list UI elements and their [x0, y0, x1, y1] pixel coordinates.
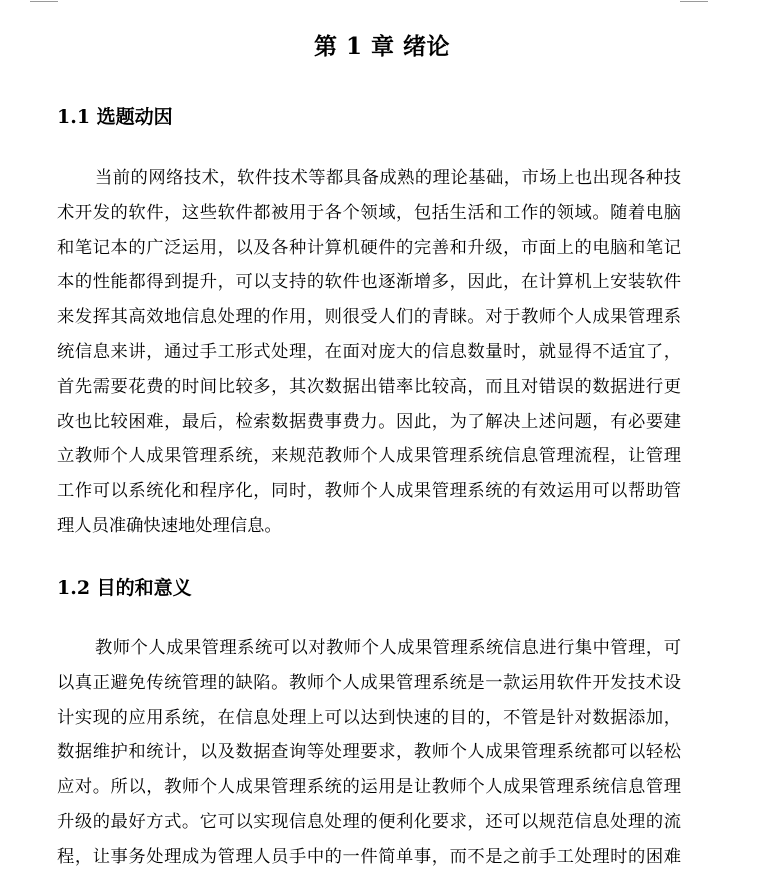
section-1-1-paragraph	[57, 161, 681, 544]
paragraph-line: 计实现的应用系统，在信息处理上可以达到快速的目的，不管是针对数据添加，	[57, 707, 681, 728]
paragraph-line: 程，让事务处理成为管理人员手中的一件简单事，而不是之前手工处理时的困难	[57, 846, 681, 867]
section-heading-1-2: 1.2 目的和意义	[57, 577, 192, 599]
chapter-title: 第 1 章 绪论	[313, 33, 451, 60]
paragraph-line: 升级的最好方式。它可以实现信息处理的便利化要求，还可以规范信息处理的流	[57, 811, 681, 832]
crop-mark-left	[30, 1, 58, 2]
paragraph-line: 术开发的软件，这些软件都被用于各个领域，包括生活和工作的领域。随着电脑	[57, 202, 681, 223]
paragraph-line: 应对。所以，教师个人成果管理系统的运用是让教师个人成果管理系统信息管理	[57, 777, 681, 798]
section-1-2-paragraph	[57, 631, 681, 875]
paragraph-line: 统信息来讲，通过手工形式处理，在面对庞大的信息数量时，就显得不适宜了，	[57, 341, 681, 362]
paragraph-line: 本的性能都得到提升，可以支持的软件也逐渐增多，因此，在计算机上安装软件	[57, 272, 681, 293]
paragraph-line: 和笔记本的广泛运用，以及各种计算机硬件的完善和升级，市面上的电脑和笔记	[57, 237, 681, 258]
paragraph-line: 教师个人成果管理系统可以对教师个人成果管理系统信息进行集中管理，可	[95, 638, 681, 658]
paragraph-line: 立教师个人成果管理系统，来规范教师个人成果管理系统信息管理流程，让管理	[57, 446, 681, 467]
paragraph-line: 以真正避免传统管理的缺陷。教师个人成果管理系统是一款运用软件开发技术设	[57, 672, 681, 693]
paragraph-line: 来发挥其高效地信息处理的作用，则很受人们的青睐。对于教师个人成果管理系	[57, 307, 681, 328]
section-heading-1-1: 1.1 选题动因	[57, 106, 173, 128]
paragraph-line: 理人员准确快速地处理信息。	[57, 515, 282, 536]
paragraph-line: 工作可以系统化和程序化，同时，教师个人成果管理系统的有效运用可以帮助管	[57, 481, 681, 502]
paragraph-line: 改也比较困难，最后，检索数据费事费力。因此，为了解决上述问题，有必要建	[57, 411, 681, 432]
crop-mark-right	[680, 1, 708, 2]
paragraph-line: 当前的网络技术，软件技术等都具备成熟的理论基础，市场上也出现各种技	[95, 168, 681, 188]
paragraph-line: 数据维护和统计，以及数据查询等处理要求，教师个人成果管理系统都可以轻松	[57, 742, 681, 763]
paragraph-line: 首先需要花费的时间比较多，其次数据出错率比较高，而且对错误的数据进行更	[57, 376, 681, 397]
